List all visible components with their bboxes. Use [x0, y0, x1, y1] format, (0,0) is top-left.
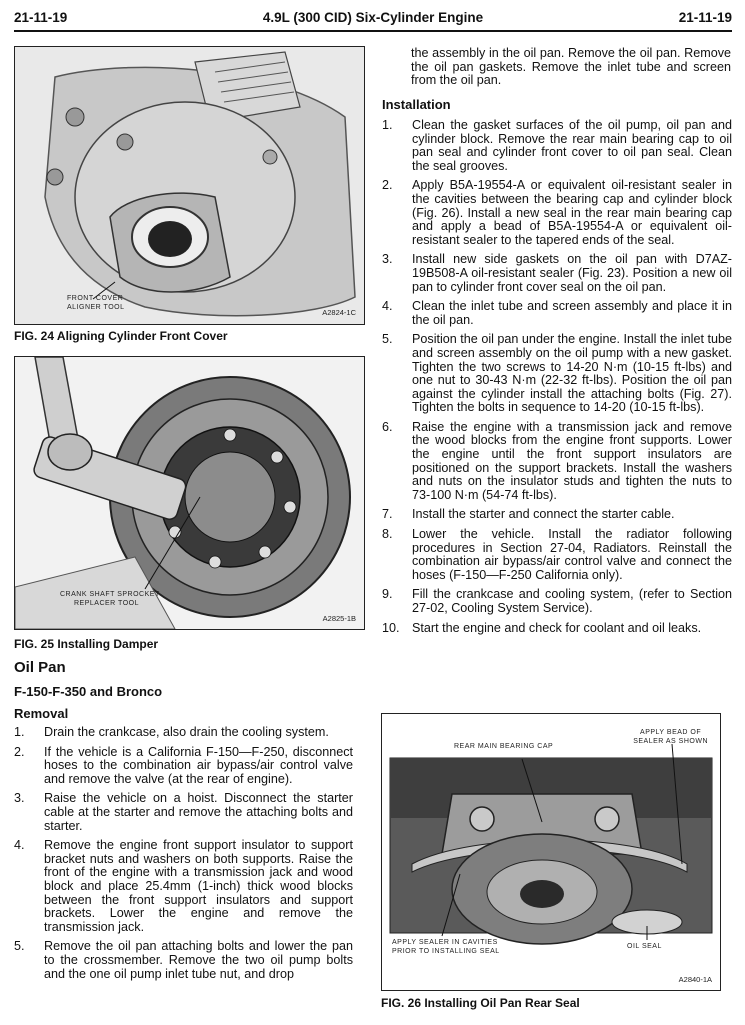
subsection-title: F-150-F-350 and Bronco — [14, 684, 163, 699]
page-title: 4.9L (300 CID) Six-Cylinder Engine — [262, 10, 484, 25]
step-number: 7. — [382, 507, 393, 522]
step-text: Lower the vehicle. Install the radiator following procedures in Section 27-04, Radiators. Reinstall the combination air bypass/air control valve and connect the hoses (F-150—F-250 California only). — [412, 527, 732, 582]
step-number: 2. — [382, 178, 393, 193]
installation-step — [382, 622, 732, 636]
installation-step — [382, 253, 732, 294]
step-text: Remove the oil pan attaching bolts and lower the pan to the crossmember. Remove the two oil pump bolts and the one oil pump inlet tube nut, and drop — [44, 939, 353, 981]
removal-title: Removal — [14, 706, 69, 721]
page-number-right: 21-11-19 — [678, 10, 732, 25]
step-text: Install the starter and connect the starter cable. — [412, 507, 675, 522]
fig26-code: A2840-1A — [678, 975, 712, 984]
step-text: Clean the gasket surfaces of the oil pump, oil pan and cylinder block. Remove the rear main bearing cap to oil pan seal and cylinder front cover to oil pan seal. Clean the seal grooves. — [412, 118, 732, 173]
step-text: If the vehicle is a California F-150—F-250, disconnect hoses to the combination air bypass/air control valve and remove the valve (at the rear of engine). — [44, 744, 353, 786]
fig25-caption: FIG. 25 Installing Damper — [14, 637, 159, 651]
figure-24-photo — [14, 46, 365, 325]
step-number: 2. — [14, 744, 25, 759]
step-number: 4. — [382, 299, 393, 314]
step-number: 3. — [382, 252, 393, 267]
fig26-callout-top: REAR MAIN BEARING CAP — [454, 743, 554, 750]
step-text: Drain the crankcase, also drain the cooling system. — [44, 725, 329, 739]
removal-step — [14, 726, 353, 740]
installation-step — [382, 333, 732, 415]
removal-step — [14, 940, 353, 981]
section-title-oil-pan: Oil Pan — [14, 659, 66, 676]
step-number: 5. — [382, 332, 393, 347]
installation-step — [382, 119, 732, 173]
fig25-code: A2825-1B — [322, 614, 356, 623]
removal-step — [14, 839, 353, 934]
installation-step — [382, 528, 732, 582]
step-text: Fill the crankcase and cooling system, (refer to Section 27-02, Cooling System Service). — [412, 587, 732, 615]
step-number: 3. — [14, 791, 25, 806]
fig26-caption: FIG. 26 Installing Oil Pan Rear Seal — [381, 996, 580, 1010]
installation-step — [382, 179, 732, 247]
step-number: 1. — [14, 725, 25, 739]
fig26-callout-topright-line2: SEALER AS SHOWN — [633, 738, 708, 745]
step-text: Install new side gaskets on the oil pan with D7AZ-19B508-A oil-resistant sealer (Fig. 23). Position a new oil pan to cylinder front cover seal on the oil pan. — [412, 252, 732, 294]
continued-text: the assembly in the oil pan. Remove the oil pan. Remove the oil pan gaskets. Remove the inlet tube and screen from the oil pan. — [411, 46, 731, 88]
step-number: 8. — [382, 527, 393, 542]
fig25-callout-line2: REPLACER TOOL — [74, 600, 139, 607]
figure-24-illustration — [15, 47, 364, 324]
installation-step — [382, 588, 732, 615]
step-text: Start the engine and check for coolant and oil leaks. — [412, 620, 702, 635]
fig25-callout-line1: CRANK SHAFT SPROCKET — [60, 591, 160, 598]
page-header — [14, 6, 732, 30]
fig26-callout-bottomleft-line2: PRIOR TO INSTALLING SEAL — [392, 948, 500, 955]
page-number-left: 21-11-19 — [14, 10, 68, 25]
step-number: 10. — [382, 620, 400, 635]
figure-26-photo — [381, 713, 721, 991]
step-text: Raise the engine with a transmission jack and remove the wood blocks from the engine front supports. Lower the engine until the front support insulators are positioned on the support brackets. Install the washers and nuts on the insulator studs and tighten the nuts to 73-100 N·m (54-74 ft-lbs). — [412, 419, 732, 502]
step-number: 4. — [14, 838, 25, 853]
fig24-callout-line2: ALIGNER TOOL — [67, 304, 125, 311]
figure-25-illustration — [15, 357, 364, 629]
step-text: Remove the engine front support insulator to support bracket nuts and washers on both supports. Raise the front of the engine with a transmission jack and wood block and place 25.4mm (1-inch) thick wood blocks between the front support insulators and support brackets. Lower the engine and remove the transmission jack. — [44, 838, 353, 934]
installation-title: Installation — [382, 97, 451, 112]
removal-steps — [14, 726, 353, 987]
fig26-callout-bottomleft-line1: APPLY SEALER IN CAVITIES — [392, 939, 498, 946]
removal-step — [14, 792, 353, 833]
removal-step — [14, 746, 353, 787]
step-text: Raise the vehicle on a hoist. Disconnect the starter cable at the starter and remove the attaching bolts and starter. — [44, 791, 353, 833]
step-text: Clean the inlet tube and screen assembly and place it in the oil pan. — [412, 299, 732, 327]
step-text: Position the oil pan under the engine. Install the inlet tube and screen assembly on the oil pump with a new gasket. Tighten the two screws to 14-20 N·m (10-15 ft-lbs) and one nut to 30-43 N·m (22-32 ft-lbs). Position the oil pan against the cylinder install the attaching bolts (Fig. 27). Tighten the bolts in sequence to 14-20 (10-15 ft-lbs). — [412, 332, 732, 415]
installation-step — [382, 508, 732, 522]
figure-25-photo — [14, 356, 365, 630]
step-number: 1. — [382, 118, 393, 132]
step-number: 9. — [382, 587, 393, 602]
installation-step — [382, 421, 732, 503]
installation-step — [382, 300, 732, 327]
fig26-callout-bottomright: OIL SEAL — [627, 943, 662, 950]
step-number: 5. — [14, 939, 25, 954]
header-rule — [14, 30, 732, 32]
fig26-callout-topright-line1: APPLY BEAD OF — [640, 729, 702, 736]
fig24-callout-line1: FRONT COVER — [67, 295, 124, 302]
installation-steps — [382, 119, 732, 641]
step-text: Apply B5A-19554-A or equivalent oil-resistant sealer in the cavities between the bearing cap and cylinder block (Fig. 26). Install a new seal in the rear main bearing cap and apply a bead of B5A-19554-A or equivalent oil-resistant sealer to the tapered ends of the seal. — [412, 178, 732, 247]
step-number: 6. — [382, 419, 393, 434]
fig24-code: A2824-1C — [322, 308, 356, 317]
fig24-caption: FIG. 24 Aligning Cylinder Front Cover — [14, 329, 228, 343]
